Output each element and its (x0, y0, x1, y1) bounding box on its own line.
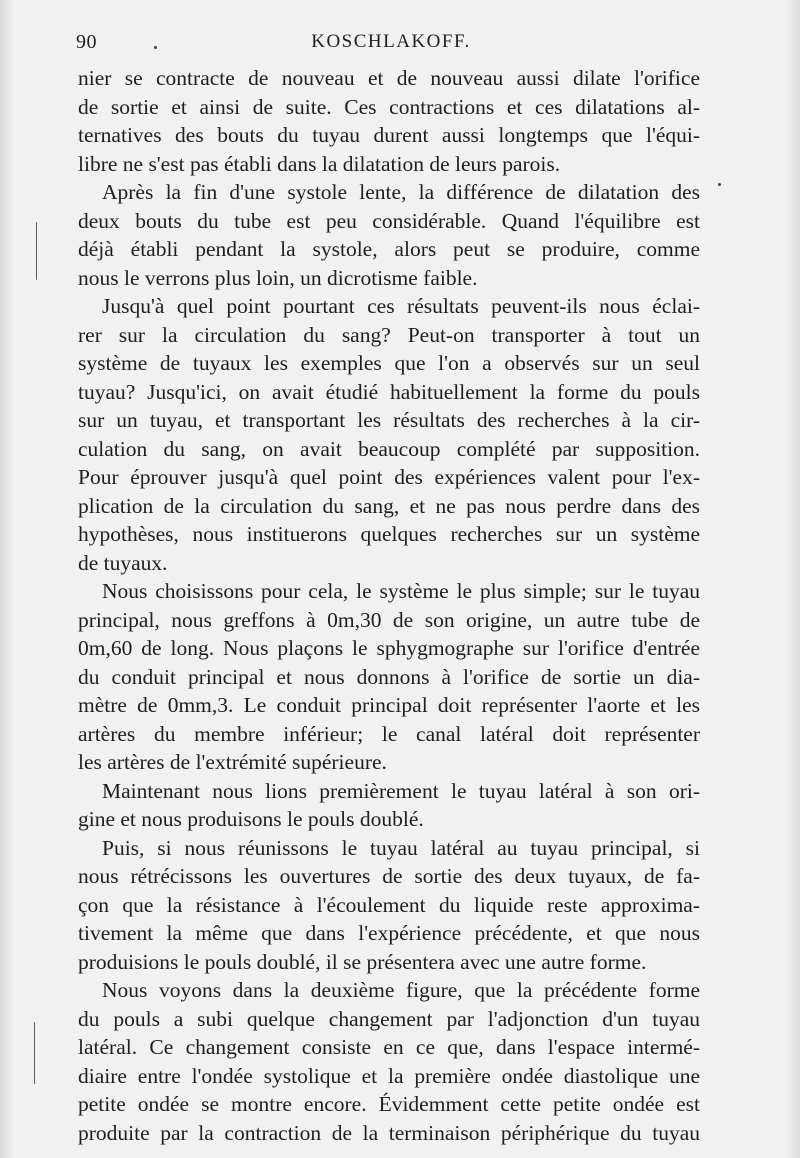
paragraph-first-line: Jusqu'à quel point pourtant ces résultats peuvent-ils nous éclai- (102, 294, 700, 318)
text-line: rer sur la circulation du sang? Peut-on transporter à tout un (78, 322, 700, 347)
text-line: nier se contracte de nouveau et de nouveau aussi dilate l'orifice (78, 66, 700, 90)
text-line: déjà établi pendant la systole, alors peut se produire, comme (78, 237, 700, 261)
text-line: Pour éprouver jusqu'à quel point des expériences valent pour l'ex- (78, 465, 700, 489)
margin-pencil-mark (36, 222, 37, 280)
text-line: deux bouts du tube est peu considérable. Quand l'équilibre est (78, 208, 700, 233)
paragraph-first-line: Puis, si nous réunissons le tuyau latéral au tuyau principal, si (102, 835, 700, 860)
text-line: latéral. Ce changement consiste en ce que, dans l'espace intermé- (78, 1035, 700, 1059)
text-line: système de tuyaux les exemples que l'on a observés sur un seul (78, 351, 700, 375)
ink-speck (154, 46, 157, 49)
text-line: diaire entre l'ondée systolique et la première ondée diastolique une (78, 1063, 700, 1088)
paragraph-first-line: Maintenant nous lions premièrement le tuyau latéral à son ori- (102, 778, 700, 803)
page-edge-shadow-right (786, 0, 800, 1158)
text-line: du pouls a subi quelque changement par l'adjonction d'un tuyau (78, 1006, 700, 1031)
page-edge-shadow-left (0, 0, 14, 1158)
text-line: de sortie et ainsi de suite. Ces contractions et ces dilatations al- (78, 94, 700, 119)
text-line: les artères de l'extrémité supérieure. (78, 750, 387, 774)
body-text (78, 64, 700, 1147)
text-line: tivement la même que dans l'expérience précédente, et que nous (78, 921, 700, 945)
text-line: principal, nous greffons à 0m,30 de son origine, un autre tube de (78, 607, 700, 632)
text-line: de tuyaux. (78, 550, 168, 575)
ink-speck (718, 183, 721, 186)
text-line: petite ondée se montre encore. Évidemment cette petite ondée est (78, 1092, 700, 1116)
text-line: sur un tuyau, et transportant les résultats des recherches à la cir- (78, 408, 700, 432)
paragraph-first-line: Nous voyons dans la deuxième figure, que la précédente forme (102, 978, 700, 1002)
running-head: KOSCHLAKOFF. (311, 31, 471, 52)
page-number: 90 (76, 31, 97, 53)
text-line: ternatives des bouts du tuyau durent aussi longtemps que l'équi- (78, 123, 700, 147)
text-line: culation du sang, on avait beaucoup complété par supposition. (78, 436, 700, 461)
page-header (76, 31, 706, 53)
text-line: plication de la circulation du sang, et ne pas nous perdre dans des (78, 493, 700, 518)
text-line: du conduit principal et nous donnons à l'orifice de sortie un dia- (78, 664, 700, 689)
text-line: tuyau? Jusqu'ici, on avait étudié habituellement la forme du pouls (78, 379, 700, 404)
margin-pencil-mark (34, 1022, 35, 1084)
paragraph-first-line: Après la fin d'une systole lente, la différence de dilatation des (102, 180, 700, 204)
text-line: produite par la contraction de la terminaison périphérique du tuyau (78, 1120, 700, 1145)
text-line: artères du membre inférieur; le canal latéral doit représenter (78, 721, 700, 746)
text-line: çon que la résistance à l'écoulement du liquide reste approxima- (78, 892, 700, 917)
paragraph-first-line: Nous choisissons pour cela, le système le plus simple; sur le tuyau (102, 579, 700, 603)
text-line: 0m,60 de long. Nous plaçons le sphygmographe sur l'orifice d'entrée (78, 636, 700, 660)
text-line: nous le verrons plus loin, un dicrotisme faible. (78, 265, 478, 290)
text-line: produisions le pouls doublé, il se présentera avec une autre forme. (78, 949, 647, 974)
text-line: gine et nous produisons le pouls doublé. (78, 807, 424, 831)
text-line: nous rétrécissons les ouvertures de sortie des deux tuyaux, de fa- (78, 864, 700, 888)
text-line: libre ne s'est pas établi dans la dilatation de leurs parois. (78, 151, 561, 176)
text-line: hypothèses, nous instituerons quelques recherches sur un système (78, 522, 700, 546)
text-line: mètre de 0mm,3. Le conduit principal doit représenter l'aorte et les (78, 693, 700, 717)
